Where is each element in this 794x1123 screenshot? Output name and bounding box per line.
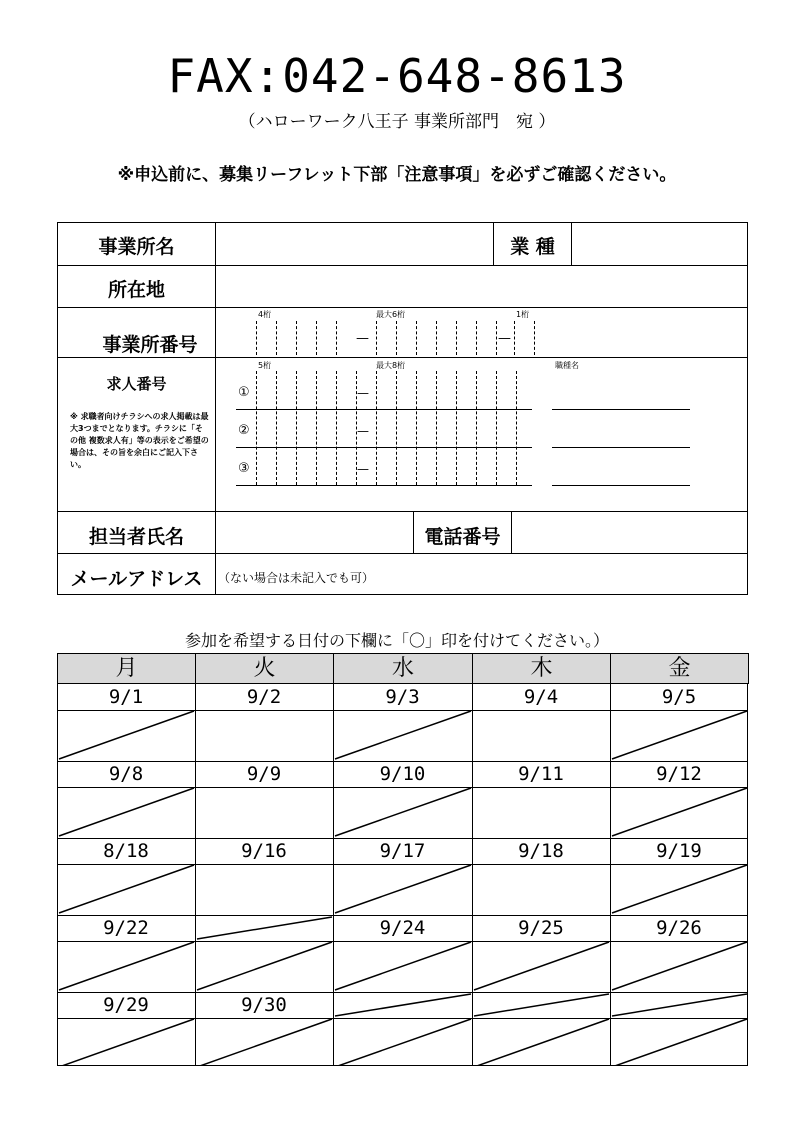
date-mark-cell[interactable] — [472, 941, 610, 992]
date-mark-cell[interactable] — [610, 864, 748, 915]
date-mark-cell[interactable] — [195, 864, 333, 915]
industry-field[interactable] — [572, 223, 747, 265]
addressee: （ハローワーク八王子 事業所部門 宛 ） — [238, 112, 556, 132]
row-marker-2: ② — [238, 423, 250, 438]
date-mark-cell[interactable] — [333, 710, 472, 761]
date-mark-cell[interactable] — [195, 787, 333, 838]
job-type-hint: 職種名 — [555, 361, 579, 370]
office-hint-1: 1桁 — [516, 310, 530, 319]
notice: ※申込前に、募集リーフレット下部「注意事項」を必ずご確認ください。 — [117, 165, 677, 185]
calendar-date: 9/25 — [518, 917, 564, 939]
date-mark-cell[interactable] — [195, 1018, 333, 1069]
date-mark-cell[interactable] — [610, 787, 748, 838]
job-dash-2: — — [357, 424, 369, 438]
email-hint: （ない場合は未記入でも可） — [218, 571, 375, 585]
job-type-line-1[interactable] — [552, 409, 690, 410]
row-marker-3: ③ — [238, 461, 250, 476]
job-hint-5: 5桁 — [258, 361, 272, 370]
date-mark-cell[interactable] — [472, 710, 610, 761]
office-hint-6: 最大6桁 — [376, 310, 406, 319]
calendar-date: 9/24 — [379, 917, 426, 939]
calendar — [57, 653, 748, 1066]
company-name-field[interactable] — [216, 223, 493, 265]
date-mark-cell[interactable] — [472, 864, 610, 915]
company-name-label: 事業所名 — [98, 236, 175, 258]
phone-field[interactable] — [512, 512, 747, 553]
calendar-date: 9/26 — [656, 917, 702, 939]
date-mark-cell[interactable] — [333, 864, 472, 915]
calendar-date: 9/29 — [103, 994, 149, 1016]
calendar-instruction: 参加を希望する日付の下欄に「〇」印を付けてください。） — [184, 631, 609, 650]
calendar-date: 9/18 — [518, 840, 564, 862]
job-number-label: 求人番号 — [106, 375, 167, 393]
date-mark-cell[interactable] — [472, 787, 610, 838]
date-mark-cell[interactable] — [57, 941, 195, 992]
date-mark-cell[interactable] — [195, 941, 333, 992]
calendar-date: 9/2 — [246, 686, 282, 708]
calendar-date: 9/30 — [241, 994, 287, 1016]
slash-line — [335, 994, 471, 1016]
phone-label: 電話番号 — [424, 526, 501, 548]
job-type-line-3[interactable] — [552, 485, 690, 486]
date-mark-cell[interactable] — [57, 787, 195, 838]
date-mark-cell[interactable] — [333, 787, 472, 838]
job-type-line-2[interactable] — [552, 447, 690, 448]
contact-label: 担当者氏名 — [88, 526, 184, 548]
date-mark-cell[interactable] — [57, 710, 195, 761]
weekday-header: 火 — [195, 653, 334, 684]
date-mark-cell[interactable] — [57, 864, 195, 915]
email-label: メールアドレス — [70, 568, 203, 590]
calendar-date: 9/16 — [241, 840, 287, 862]
address-field[interactable] — [216, 266, 747, 307]
date-mark-cell[interactable] — [57, 1018, 195, 1069]
calendar-date: 9/9 — [246, 763, 282, 785]
contact-field[interactable] — [216, 512, 413, 553]
weekday-header: 水 — [333, 653, 473, 684]
fax-number: FAX:042-648-8613 — [167, 49, 627, 103]
date-mark-cell[interactable] — [472, 1018, 610, 1069]
slash-line — [474, 994, 609, 1016]
slash-line — [197, 917, 332, 939]
calendar-date: 9/17 — [379, 840, 426, 862]
slash-line — [612, 994, 747, 1016]
weekday-header: 金 — [610, 653, 749, 684]
office-dash: — — [356, 331, 369, 346]
calendar-date: 9/8 — [108, 763, 144, 785]
date-mark-cell[interactable] — [195, 710, 333, 761]
calendar-date: 9/19 — [656, 840, 702, 862]
calendar-date: 9/1 — [108, 686, 144, 708]
weekday-header: 木 — [472, 653, 611, 684]
office-hint-4: 4桁 — [258, 310, 272, 319]
calendar-date: 8/18 — [103, 840, 149, 862]
job-hint-8: 最大8桁 — [376, 361, 406, 370]
calendar-date: 9/11 — [518, 763, 564, 785]
application-form — [57, 222, 748, 595]
date-mark-cell[interactable] — [333, 1018, 472, 1069]
address-label: 所在地 — [107, 279, 165, 301]
calendar-date: 9/10 — [379, 763, 426, 785]
industry-label: 業 種 — [510, 236, 555, 258]
calendar-date: 9/5 — [661, 686, 697, 708]
calendar-date: 9/12 — [656, 763, 702, 785]
calendar-date: 9/4 — [523, 686, 559, 708]
date-mark-cell[interactable] — [610, 941, 748, 992]
calendar-date: 9/22 — [103, 917, 149, 939]
calendar-date: 9/3 — [385, 686, 420, 708]
date-mark-cell[interactable] — [610, 710, 748, 761]
job-note: ※ 求職者向けチラシへの求人掲載は最大3つまでとなります。チラシに「その他 複数求人有」等の表示をご希望の場合は、その旨を余白にご記入下さい。 — [70, 412, 209, 469]
job-dash-3: — — [357, 462, 369, 476]
row-marker-1: ① — [238, 385, 250, 400]
date-mark-cell[interactable] — [610, 1018, 748, 1069]
office-number-label: 事業所番号 — [102, 334, 198, 356]
date-mark-cell[interactable] — [333, 941, 472, 992]
office-dash-2: — — [498, 331, 511, 346]
job-dash-1: — — [357, 386, 369, 400]
weekday-header: 月 — [57, 653, 196, 684]
